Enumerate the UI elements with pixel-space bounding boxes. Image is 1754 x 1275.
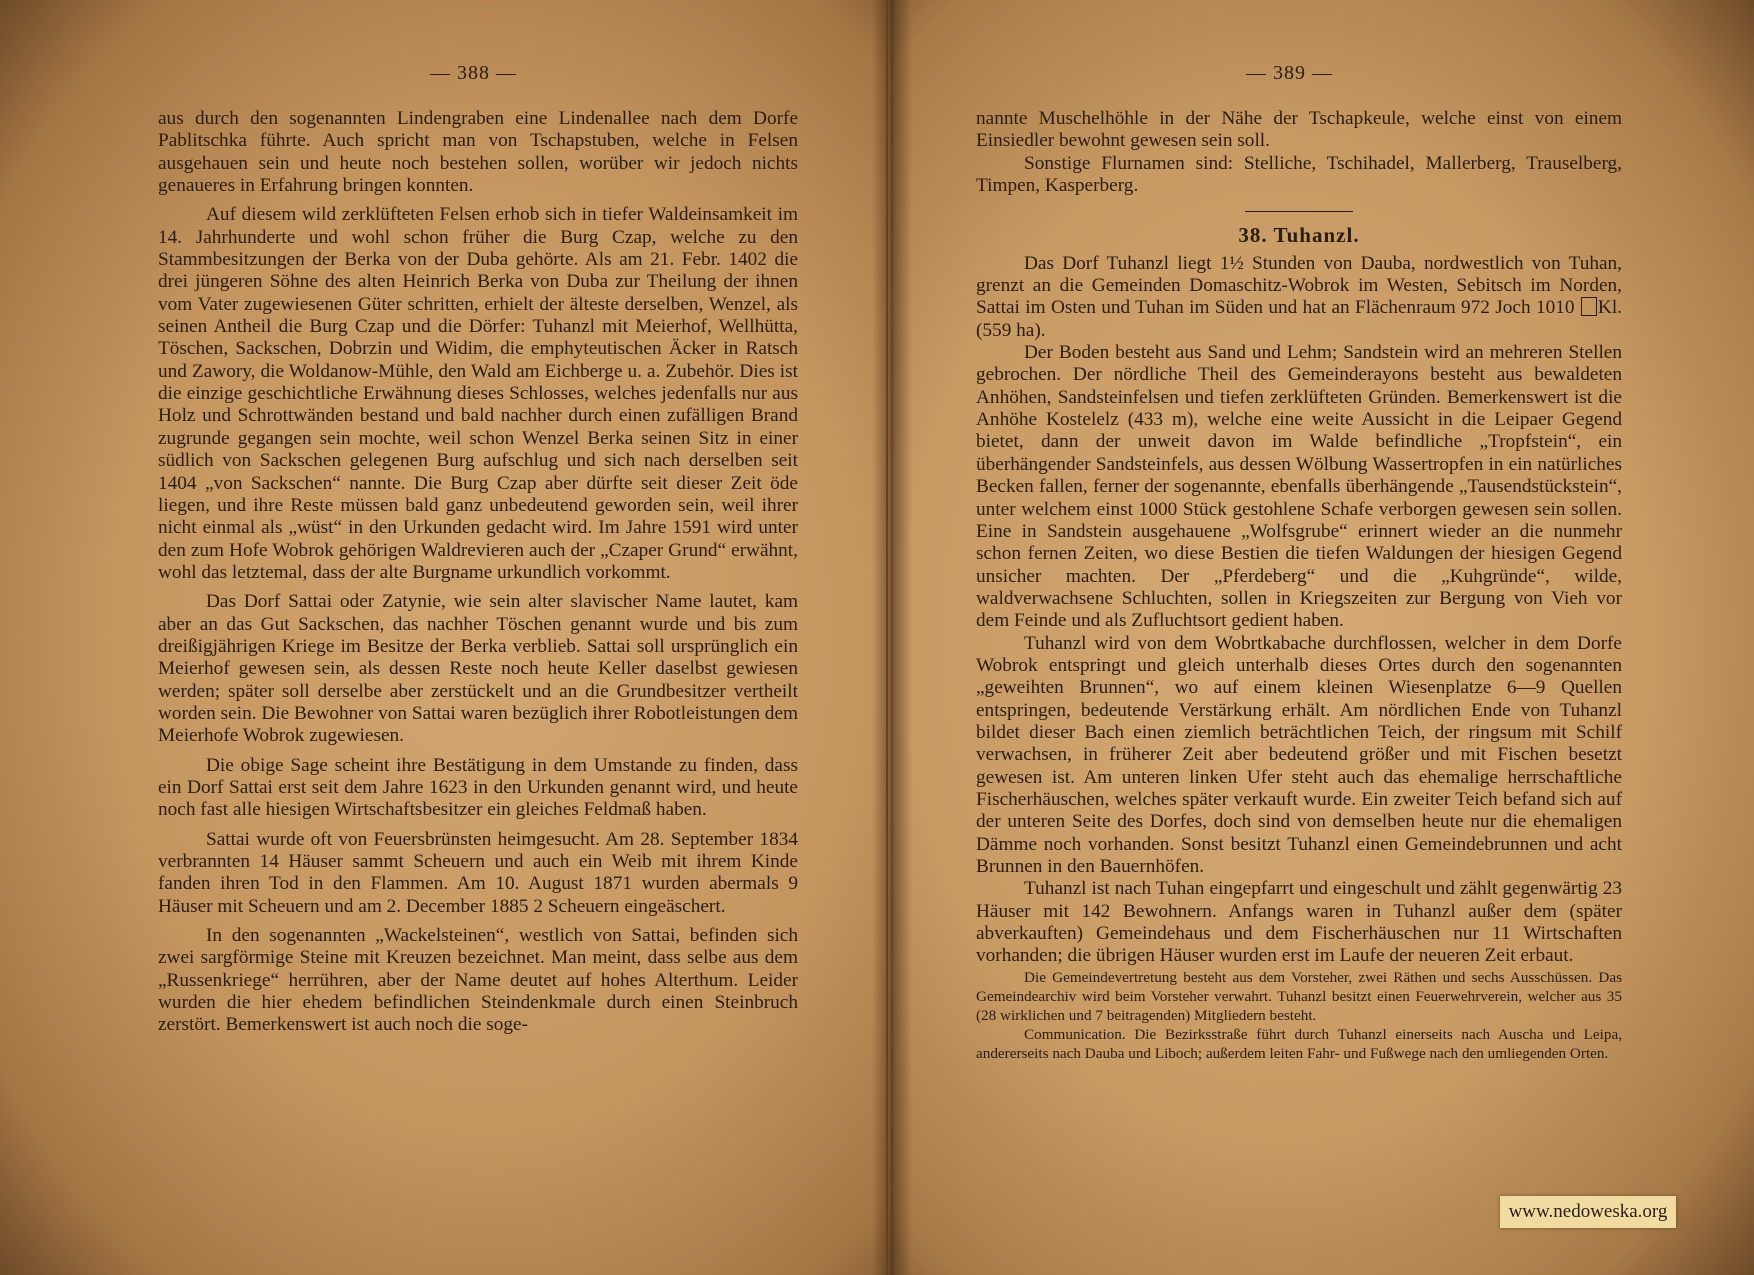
tuhanzl-lage-text: Das Dorf Tuhanzl liegt 1½ Stunden von Dauba, nordwestlich von Tuhan, grenzt an die Gemeinden Domaschitz-Wobrok im Westen, Sebitsch im Norden, Sattai im Osten und Tuhan im Süden und hat an Flächenraum 972 Joch 1010	[976, 252, 1622, 319]
paragraph-muschelhoehle: nannte Muschelhöhle in der Nähe der Tschapkeule, welche einst von einem Einsiedler bewohnt gewesen sein soll.	[976, 108, 1622, 152]
right-page	[888, 0, 1754, 1275]
tuhanzl-lage-unit: Kl. (559 ha).	[976, 297, 1622, 341]
section-heading-tuhanzl: 38. Tuhanzl.	[1238, 223, 1360, 248]
paragraph-eingepfarrt: Tuhanzl ist nach Tuhan eingepfarrt und eingeschult und zählt gegenwärtig 23 Häuser mit 142 Bewohnern. Anfangs waren in Tuhanzl außer dem (später abverkauften) Gemeindehaus und dem Fischerhäuschen nur 11 Wirtschaften vorhanden; die übrigen Häuser wurden erst im Laufe der neueren Zeit erbaut.	[976, 878, 1622, 967]
paragraph-flurnamen: Sonstige Flurnamen sind: Stelliche, Tschihadel, Mallerberg, Trauselberg, Timpen, Kasperberg.	[976, 152, 1622, 197]
right-page-text	[976, 108, 1622, 1063]
paragraph-boden: Der Boden besteht aus Sand und Lehm; Sandstein wird an mehreren Stellen gebrochen. Der nördliche Theil des Gemeinderayons besteht aus bewaldeten Anhöhen, Sandsteinfelsen und tiefen zerklüfteten Gründen. Bemerkenswert ist die Anhöhe Kostelelz (433 m), welche eine weite Aussicht in die Leipaer Gegend bietet, dann der unweit davon im Walde befindliche „Tropfstein“, ein überhängender Sandsteinfels, aus dessen Wölbung Wassertropfen in ein natürliches Becken fallen, ferner der sogenannte, ebenfalls überhängende „Tausendstückstein“, unter welchem einst 1000 Stück gestohlene Schafe verborgen gewesen sein sollen. Eine in Sandstein ausgehauene „Wolfsgrube“ erinnert wieder an die nunmehr schon fernen Zeiten, wo diese Bestien die tiefen Waldungen der hiesigen Gegend unsicher machten. Der „Pferdeberg“ und die „Kuhgründe“, wilde, waldverwachsene Schluchten, sollen in Kriegszeiten zur Bergung von Vieh vor dem Feinde und als Zufluchtsort gedient haben.	[976, 342, 1622, 632]
square-unit-symbol	[1581, 297, 1597, 316]
page-number-389: — 389 —	[1246, 62, 1333, 84]
paragraph-wobrtkabach: Tuhanzl wird von dem Wobrtkabache durchflossen, welcher in dem Dorfe Wobrok entspringt und gleich unterhalb dieses Ortes durch den sogenannten „geweihten Brunnen“, wo auf einem kleinen Wiesenplatze 6—9 Quellen entspringen, bedeutende Verstärkung erhält. Am nördlichen Ende von Tuhanzl bildet dieser Bach einen ziemlich beträchtlichen Teich, der ringsum mit Schilf verwachsen, in früherer Zeit aber bedeutend größer und mit Fischen besetzt gewesen ist. Am unteren linken Ufer steht auch das ehemalige herrschaftliche Fischerhäuschen, welches später verkauft wurde. Ein zweiter Teich befand sich auf der unteren Seite des Dorfes, doch sind von demselben heute nur die ehemaligen Dämme noch vorhanden. Sonst besitzt Tuhanzl einen Gemeindebrunnen und acht Brunnen in den Bauernhöfen.	[976, 632, 1622, 877]
paragraph-burg-czap: Auf diesem wild zerklüfteten Felsen erhob sich in tiefer Waldeinsamkeit im 14. Jahrhunderte und wohl schon früher die Burg Czap, welche zu den Stammbesitzungen der Berka von der Duba gehörte. Als am 21. Febr. 1402 die drei jüngeren Söhne des alten Heinrich Berka von Duba zur Theilung der ihnen vom Vater zugewiesenen Güter schritten, erhielt der älteste derselben, Wenzel, als seinen Antheil die Burg Czap und die Dörfer: Tuhanzl mit Meierhof, Wellhütta, Töschen, Sackschen, Dobrzin und Widim, die emphyteutischen Äcker in Ratsch und Zawory, die Woldanow-Mühle, den Wald am Eichberge u. a. Zubehör. Dies ist die einzige geschichtliche Erwähnung dieses Schlosses, welches jedenfalls nur aus Holz und Schrottwänden bestand und bald nachher durch einen zufälligen Brand zugrunde gegangen sein mochte, weil schon Wenzel Berka seinen Sitz in einer südlich von Sackschen gelegenen Burg aufschlug und sich nach derselben seit 1404 „von Sackschen“ nannte. Die Burg Czap aber dürfte seit dieser Zeit öde liegen, und ihre Reste müssen bald ganz unbedeutend geworden sein, weil ihrer nicht einmal als „wüst“ in den Urkunden gedacht wird. Im Jahre 1591 wird unter den zum Hofe Wobrok gehörigen Waldrevieren auch der „Czaper Grund“ erwähnt, wohl das letztemal, dass der alte Burgname urkundlich vorkommt.	[158, 204, 798, 583]
footnote-gemeindevertretung: Die Gemeindevertretung besteht aus dem Vorsteher, zwei Räthen und sechs Ausschüssen. Das Gemeindearchiv wird beim Vorsteher verwahrt. Tuhanzl besitzt einen Feuerwehrverein, welcher aus 35 (28 wirklichen und 7 beitragenden) Mitgliedern besteht.	[976, 968, 1622, 1024]
paragraph-sage: Die obige Sage scheint ihre Bestätigung in dem Umstande zu finden, dass ein Dorf Sattai erst seit dem Jahre 1623 in den Urkunden genannt wird, und heute noch fast alle hiesigen Wirtschaftsbesitzer ein gleiches Feldmaß haben.	[158, 754, 798, 821]
paragraph-tuhanzl-lage	[976, 253, 1622, 342]
paragraph-sattai-dorf: Das Dorf Sattai oder Zatynie, wie sein alter slavischer Name lautet, kam aber an das Gut Sackschen, das nachher Töschen genannt wurde und bis zum dreißigjährigen Kriege im Besitze der Berka verblieb. Sattai soll ursprünglich ein Meierhof gewesen sein, als dessen Reste noch heute Keller daselbst gewiesen werden; später soll derselbe aber zerstückelt und an die Grundbesitzer vertheilt worden sein. Die Bewohner von Sattai waren bezüglich ihrer Robotleistungen dem Meierhofe Wobrok zugewiesen.	[158, 591, 798, 747]
page-number-388: — 388 —	[430, 62, 517, 84]
watermark-label: www.nedoweska.org	[1500, 1196, 1676, 1228]
paragraph-lindengraben: aus durch den sogenannten Lindengraben eine Lindenallee nach dem Dorfe Pablitschka führte. Auch spricht man von Tschapstuben, welche in Felsen ausgehauen sein und heute noch bestehen sollen, worüber wir jedoch nichts genaueres in Erfahrung bringen konnten.	[158, 108, 798, 197]
section-divider	[1245, 211, 1353, 212]
left-page-text	[158, 108, 798, 1037]
paragraph-feuersbruenste: Sattai wurde oft von Feuersbrünsten heimgesucht. Am 28. September 1834 verbrannten 14 Häuser sammt Scheuern und auch ein Weib mit ihrem Kinde fanden ihren Tod in den Flammen. Am 10. August 1871 wurden abermals 9 Häuser mit Scheuern und am 2. December 1885 2 Scheuern eingeäschert.	[158, 828, 798, 917]
footnote-communication: Communication. Die Bezirksstraße führt durch Tuhanzl einerseits nach Auscha und Leipa, andererseits nach Dauba und Liboch; außerdem leiten Fahr- und Fußwege nach den umliegenden Orten.	[976, 1025, 1622, 1062]
paragraph-wackelsteine: In den sogenannten „Wackelsteinen“, westlich von Sattai, befinden sich zwei sargförmige Steine mit Kreuzen bezeichnet. Man meint, dass selbe aus dem „Russenkriege“ herrühren, aber der Name deutet auf hohes Alterthum. Leider wurden die hier ehedem befindlichen Steindenkmale durch einen Steinbruch zerstört. Bemerkenswert ist auch noch die soge-	[158, 925, 798, 1036]
